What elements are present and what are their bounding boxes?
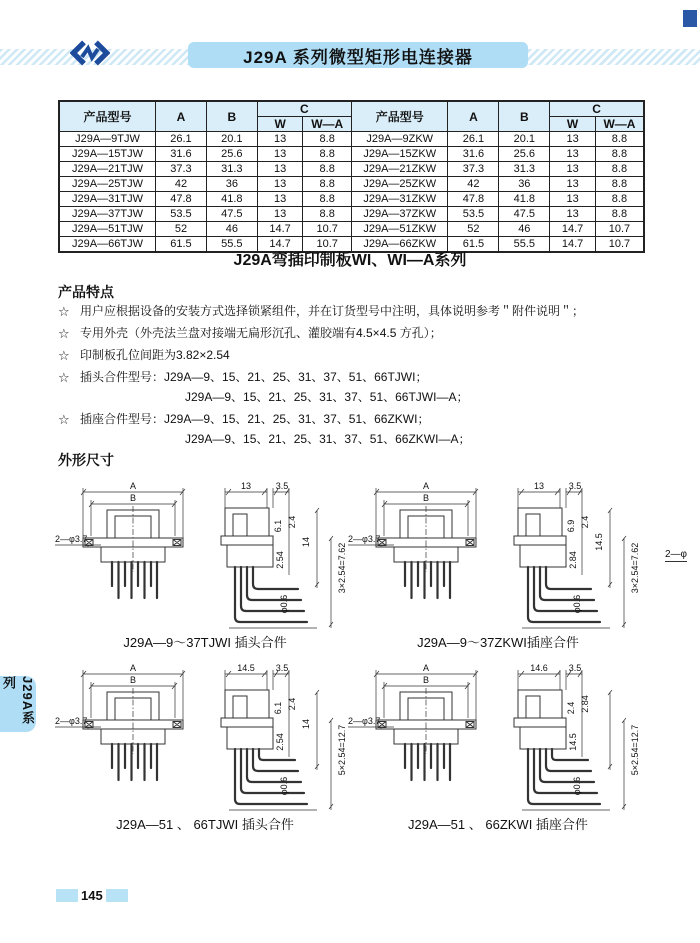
dimension-cell: 13 <box>257 132 303 147</box>
page-number-decoration <box>106 889 128 902</box>
dimension-cell: 61.5 <box>156 237 207 253</box>
col-header-w: W <box>257 117 303 132</box>
feature-item <box>58 326 658 341</box>
dim-label: 2.84 <box>580 695 590 713</box>
model-cell: J29A—21TJW <box>59 162 156 177</box>
dimension-cell: 36 <box>206 177 257 192</box>
dimension-cell: 53.5 <box>156 207 207 222</box>
feature-text: 专用外壳（外壳法兰盘对接端无扁形沉孔、灌胶端有4.5×4.5 方孔）； <box>80 326 442 340</box>
dimension-cell: 14.7 <box>257 222 303 237</box>
star-bullet-icon: ☆ <box>58 326 70 341</box>
dim-label-pitch: 3×2.54=7.62 <box>630 542 640 594</box>
dimension-cell: 13 <box>257 147 303 162</box>
series-title: J29A弯插印制板WI、WI—A系列 <box>233 252 467 269</box>
dimension-cell: 13 <box>550 132 596 147</box>
col-header-w: W <box>550 117 596 132</box>
col-header-wa: W—A <box>303 117 352 132</box>
dimension-cell: 13 <box>550 147 596 162</box>
page-title-banner <box>188 42 528 68</box>
dimension-cell: 61.5 <box>448 237 499 253</box>
dim-label-offset: 3.5 <box>275 663 289 673</box>
corner-mark <box>683 10 697 27</box>
dimension-cell: 8.8 <box>595 177 644 192</box>
drawing-caption: J29A—51 、 66TJWI 插头合件 <box>116 817 294 832</box>
col-header-b: B <box>206 101 257 132</box>
dimension-cell: 47.8 <box>156 192 207 207</box>
dimension-cell: 31.6 <box>156 147 207 162</box>
dim-label-offset: 3.5 <box>568 481 582 491</box>
col-header-c: C <box>550 101 644 117</box>
dimension-cell: 46 <box>499 222 550 237</box>
dimension-cell: 26.1 <box>156 132 207 147</box>
dim-label-pin-diameter: φ0.6 <box>572 776 582 796</box>
dim-label-offset: 3.5 <box>568 663 582 673</box>
dim-label-top-width: 13 <box>533 481 545 491</box>
dimension-cell: 55.5 <box>206 237 257 253</box>
dimension-cell: 53.5 <box>448 207 499 222</box>
dim-label: 2.4 <box>287 515 297 529</box>
dim-label: 2.4 <box>566 701 576 715</box>
dimension-cell: 8.8 <box>595 147 644 162</box>
dim-label-pin-diameter: φ0.6 <box>572 594 582 614</box>
model-cell: J29A—66ZKW <box>351 237 448 253</box>
dimension-cell: 8.8 <box>303 192 352 207</box>
table-row <box>59 177 644 192</box>
dim-label: 6.1 <box>273 701 283 715</box>
model-cell: J29A—25ZKW <box>351 177 448 192</box>
feature-item <box>58 304 658 319</box>
dim-label-top-width: 14.5 <box>237 663 255 673</box>
drawing-socket-51-66 <box>348 662 648 833</box>
dimension-cell: 13 <box>257 177 303 192</box>
dimension-cell: 52 <box>448 222 499 237</box>
dimension-cell: 31.3 <box>499 162 550 177</box>
dim-label: 2.54 <box>275 551 285 569</box>
col-header-model: 产品型号 <box>351 101 448 132</box>
dimension-cell: 25.6 <box>206 147 257 162</box>
dimension-cell: 31.6 <box>448 147 499 162</box>
dimension-cell: 8.8 <box>303 162 352 177</box>
dimension-cell: 47.5 <box>206 207 257 222</box>
dimension-cell: 13 <box>257 192 303 207</box>
sidebar-series-tab <box>0 676 36 732</box>
dim-label-offset: 3.5 <box>275 481 289 491</box>
feature-item <box>58 370 658 385</box>
table-row <box>59 222 644 237</box>
dimension-cell: 8.8 <box>303 147 352 162</box>
spec-table <box>58 100 645 253</box>
model-cell: J29A—21ZKW <box>351 162 448 177</box>
star-bullet-icon: ☆ <box>58 304 70 319</box>
dimension-cell: 10.7 <box>595 222 644 237</box>
col-header-c: C <box>257 101 351 117</box>
dim-label: 6.1 <box>273 519 283 533</box>
feature-item <box>58 412 658 427</box>
dim-label-B: B <box>129 675 137 685</box>
table-row <box>59 207 644 222</box>
dimension-cell: 42 <box>156 177 207 192</box>
feature-text: 插座合件型号：J29A—9、15、21、25、31、37、51、66ZKWI； <box>80 412 430 426</box>
dimension-cell: 14.7 <box>550 222 596 237</box>
table-row <box>59 192 644 207</box>
dimension-cell: 36 <box>499 177 550 192</box>
mount-hole-label: 2—φ3.7 <box>348 716 381 726</box>
model-cell: J29A—25TJW <box>59 177 156 192</box>
mount-hole-label: 2—φ3.7 <box>348 534 381 544</box>
model-cell: J29A—9TJW <box>59 132 156 147</box>
dimension-cell: 14.7 <box>550 237 596 253</box>
dim-label: 14.5 <box>568 733 578 751</box>
dim-label-B: B <box>422 675 430 685</box>
dimension-cell: 8.8 <box>303 132 352 147</box>
model-cell: J29A—51ZKW <box>351 222 448 237</box>
model-cell: J29A—31ZKW <box>351 192 448 207</box>
model-cell: J29A—15ZKW <box>351 147 448 162</box>
model-cell: J29A—66TJW <box>59 237 156 253</box>
feature-text: 插头合件型号：J29A—9、15、21、25、31、37、51、66TJWI； <box>80 370 428 384</box>
table-row <box>59 162 644 177</box>
dimension-cell: 52 <box>156 222 207 237</box>
spec-table-body <box>59 132 644 253</box>
dimension-cell: 13 <box>550 192 596 207</box>
dim-label: 2.54 <box>275 733 285 751</box>
dim-label-pitch: 5×2.54=12.7 <box>630 724 640 776</box>
drawing-caption: J29A—9～37TJWI 插头合件 <box>123 635 287 650</box>
dimension-cell: 37.3 <box>448 162 499 177</box>
col-header-a: A <box>156 101 207 132</box>
cut-off-hole-label: 2—φ <box>665 549 688 560</box>
dimension-cell: 13 <box>257 162 303 177</box>
page-number-decoration <box>56 889 78 902</box>
dimension-cell: 8.8 <box>595 162 644 177</box>
model-cell: J29A—15TJW <box>59 147 156 162</box>
star-bullet-icon: ☆ <box>58 348 70 363</box>
page-title: J29A 系列微型矩形电连接器 <box>243 47 473 67</box>
dimension-cell: 8.8 <box>595 132 644 147</box>
dim-label-A: A <box>129 481 137 491</box>
dimension-cell: 47.5 <box>499 207 550 222</box>
dim-label: 6.9 <box>566 519 576 533</box>
dimension-cell: 55.5 <box>499 237 550 253</box>
col-header-a: A <box>448 101 499 132</box>
star-bullet-icon: ☆ <box>58 412 70 427</box>
dim-label: 2.4 <box>287 697 297 711</box>
dimension-drawing <box>55 480 355 630</box>
dim-label-top-width: 14.6 <box>530 663 548 673</box>
model-cell: J29A—9ZKW <box>351 132 448 147</box>
dim-label-pitch: 5×2.54=12.7 <box>337 724 347 776</box>
dim-label-pin-diameter: φ0.6 <box>279 776 289 796</box>
features-heading: 产品特点 <box>58 284 114 300</box>
drawing-plug-9-37 <box>55 480 355 651</box>
table-row <box>59 147 644 162</box>
dimension-cell: 13 <box>550 177 596 192</box>
star-bullet-icon: ☆ <box>58 370 70 385</box>
model-cell: J29A—31TJW <box>59 192 156 207</box>
table-row <box>59 132 644 147</box>
table-header-row <box>59 101 644 117</box>
col-header-wa: W—A <box>595 117 644 132</box>
dimension-cell: 14.7 <box>257 237 303 253</box>
features-list <box>58 304 658 454</box>
dim-label: 14.5 <box>594 533 604 551</box>
feature-text: 用户应根据设备的安装方式选择锁紧组件，并在订货型号中注明，具体说明参考＂附件说明＂； <box>80 304 585 318</box>
feature-text-continued: J29A—9、15、21、25、31、37、51、66ZKWI—A； <box>185 432 471 446</box>
dimension-drawing <box>348 662 648 812</box>
feature-text: 印制板孔位间距为3.82×2.54 <box>80 348 230 362</box>
dimension-cell: 31.3 <box>206 162 257 177</box>
dimension-cell: 46 <box>206 222 257 237</box>
dim-label-A: A <box>422 663 430 673</box>
dimension-cell: 10.7 <box>303 222 352 237</box>
dimension-cell: 42 <box>448 177 499 192</box>
dimension-cell: 20.1 <box>206 132 257 147</box>
dim-label: 2.84 <box>568 551 578 569</box>
dimension-drawing <box>348 480 648 630</box>
dimension-cell: 8.8 <box>303 207 352 222</box>
drawing-caption: J29A—9～37ZKWI插座合件 <box>417 635 579 650</box>
dimension-cell: 13 <box>257 207 303 222</box>
dimension-cell: 41.8 <box>206 192 257 207</box>
dimension-cell: 13 <box>550 162 596 177</box>
dim-label-A: A <box>422 481 430 491</box>
model-cell: J29A—51TJW <box>59 222 156 237</box>
dimension-cell: 10.7 <box>303 237 352 253</box>
model-cell: J29A—37TJW <box>59 207 156 222</box>
dimension-cell: 25.6 <box>499 147 550 162</box>
dimensions-heading: 外形尺寸 <box>58 452 114 468</box>
dimension-cell: 13 <box>550 207 596 222</box>
feature-item <box>58 348 658 363</box>
col-header-b: B <box>499 101 550 132</box>
dimension-cell: 41.8 <box>499 192 550 207</box>
col-header-model: 产品型号 <box>59 101 156 132</box>
drawing-caption: J29A—51 、 66ZKWI 插座合件 <box>408 817 588 832</box>
dim-label-pin-diameter: φ0.6 <box>279 594 289 614</box>
mount-hole-label: 2—φ3.7 <box>55 716 88 726</box>
company-logo-icon <box>70 34 110 72</box>
mount-hole-label: 2—φ3.7 <box>55 534 88 544</box>
drawing-plug-51-66 <box>55 662 355 833</box>
dimension-drawing <box>55 662 355 812</box>
dim-label-B: B <box>129 493 137 503</box>
dimension-cell: 26.1 <box>448 132 499 147</box>
footer <box>56 888 128 903</box>
dimension-cell: 10.7 <box>595 237 644 253</box>
sidebar-series-tab-label: J29A系列 <box>1 676 35 726</box>
model-cell: J29A—37ZKW <box>351 207 448 222</box>
dim-label-top-width: 13 <box>240 481 252 491</box>
dim-label: 14 <box>301 718 311 730</box>
dim-label: 14 <box>301 536 311 548</box>
dimension-cell: 8.8 <box>595 192 644 207</box>
dim-label: 2.4 <box>580 515 590 529</box>
dim-label-A: A <box>129 663 137 673</box>
dimension-cell: 47.8 <box>448 192 499 207</box>
page-number: 145 <box>81 888 103 903</box>
feature-text-continued: J29A—9、15、21、25、31、37、51、66TJWI—A； <box>185 390 469 404</box>
dimension-cell: 20.1 <box>499 132 550 147</box>
dimension-cell: 8.8 <box>303 177 352 192</box>
drawing-socket-9-37 <box>348 480 648 651</box>
dimension-cell: 8.8 <box>595 207 644 222</box>
dimension-cell: 37.3 <box>156 162 207 177</box>
dim-label-pitch: 3×2.54=7.62 <box>337 542 347 594</box>
dim-label-B: B <box>422 493 430 503</box>
